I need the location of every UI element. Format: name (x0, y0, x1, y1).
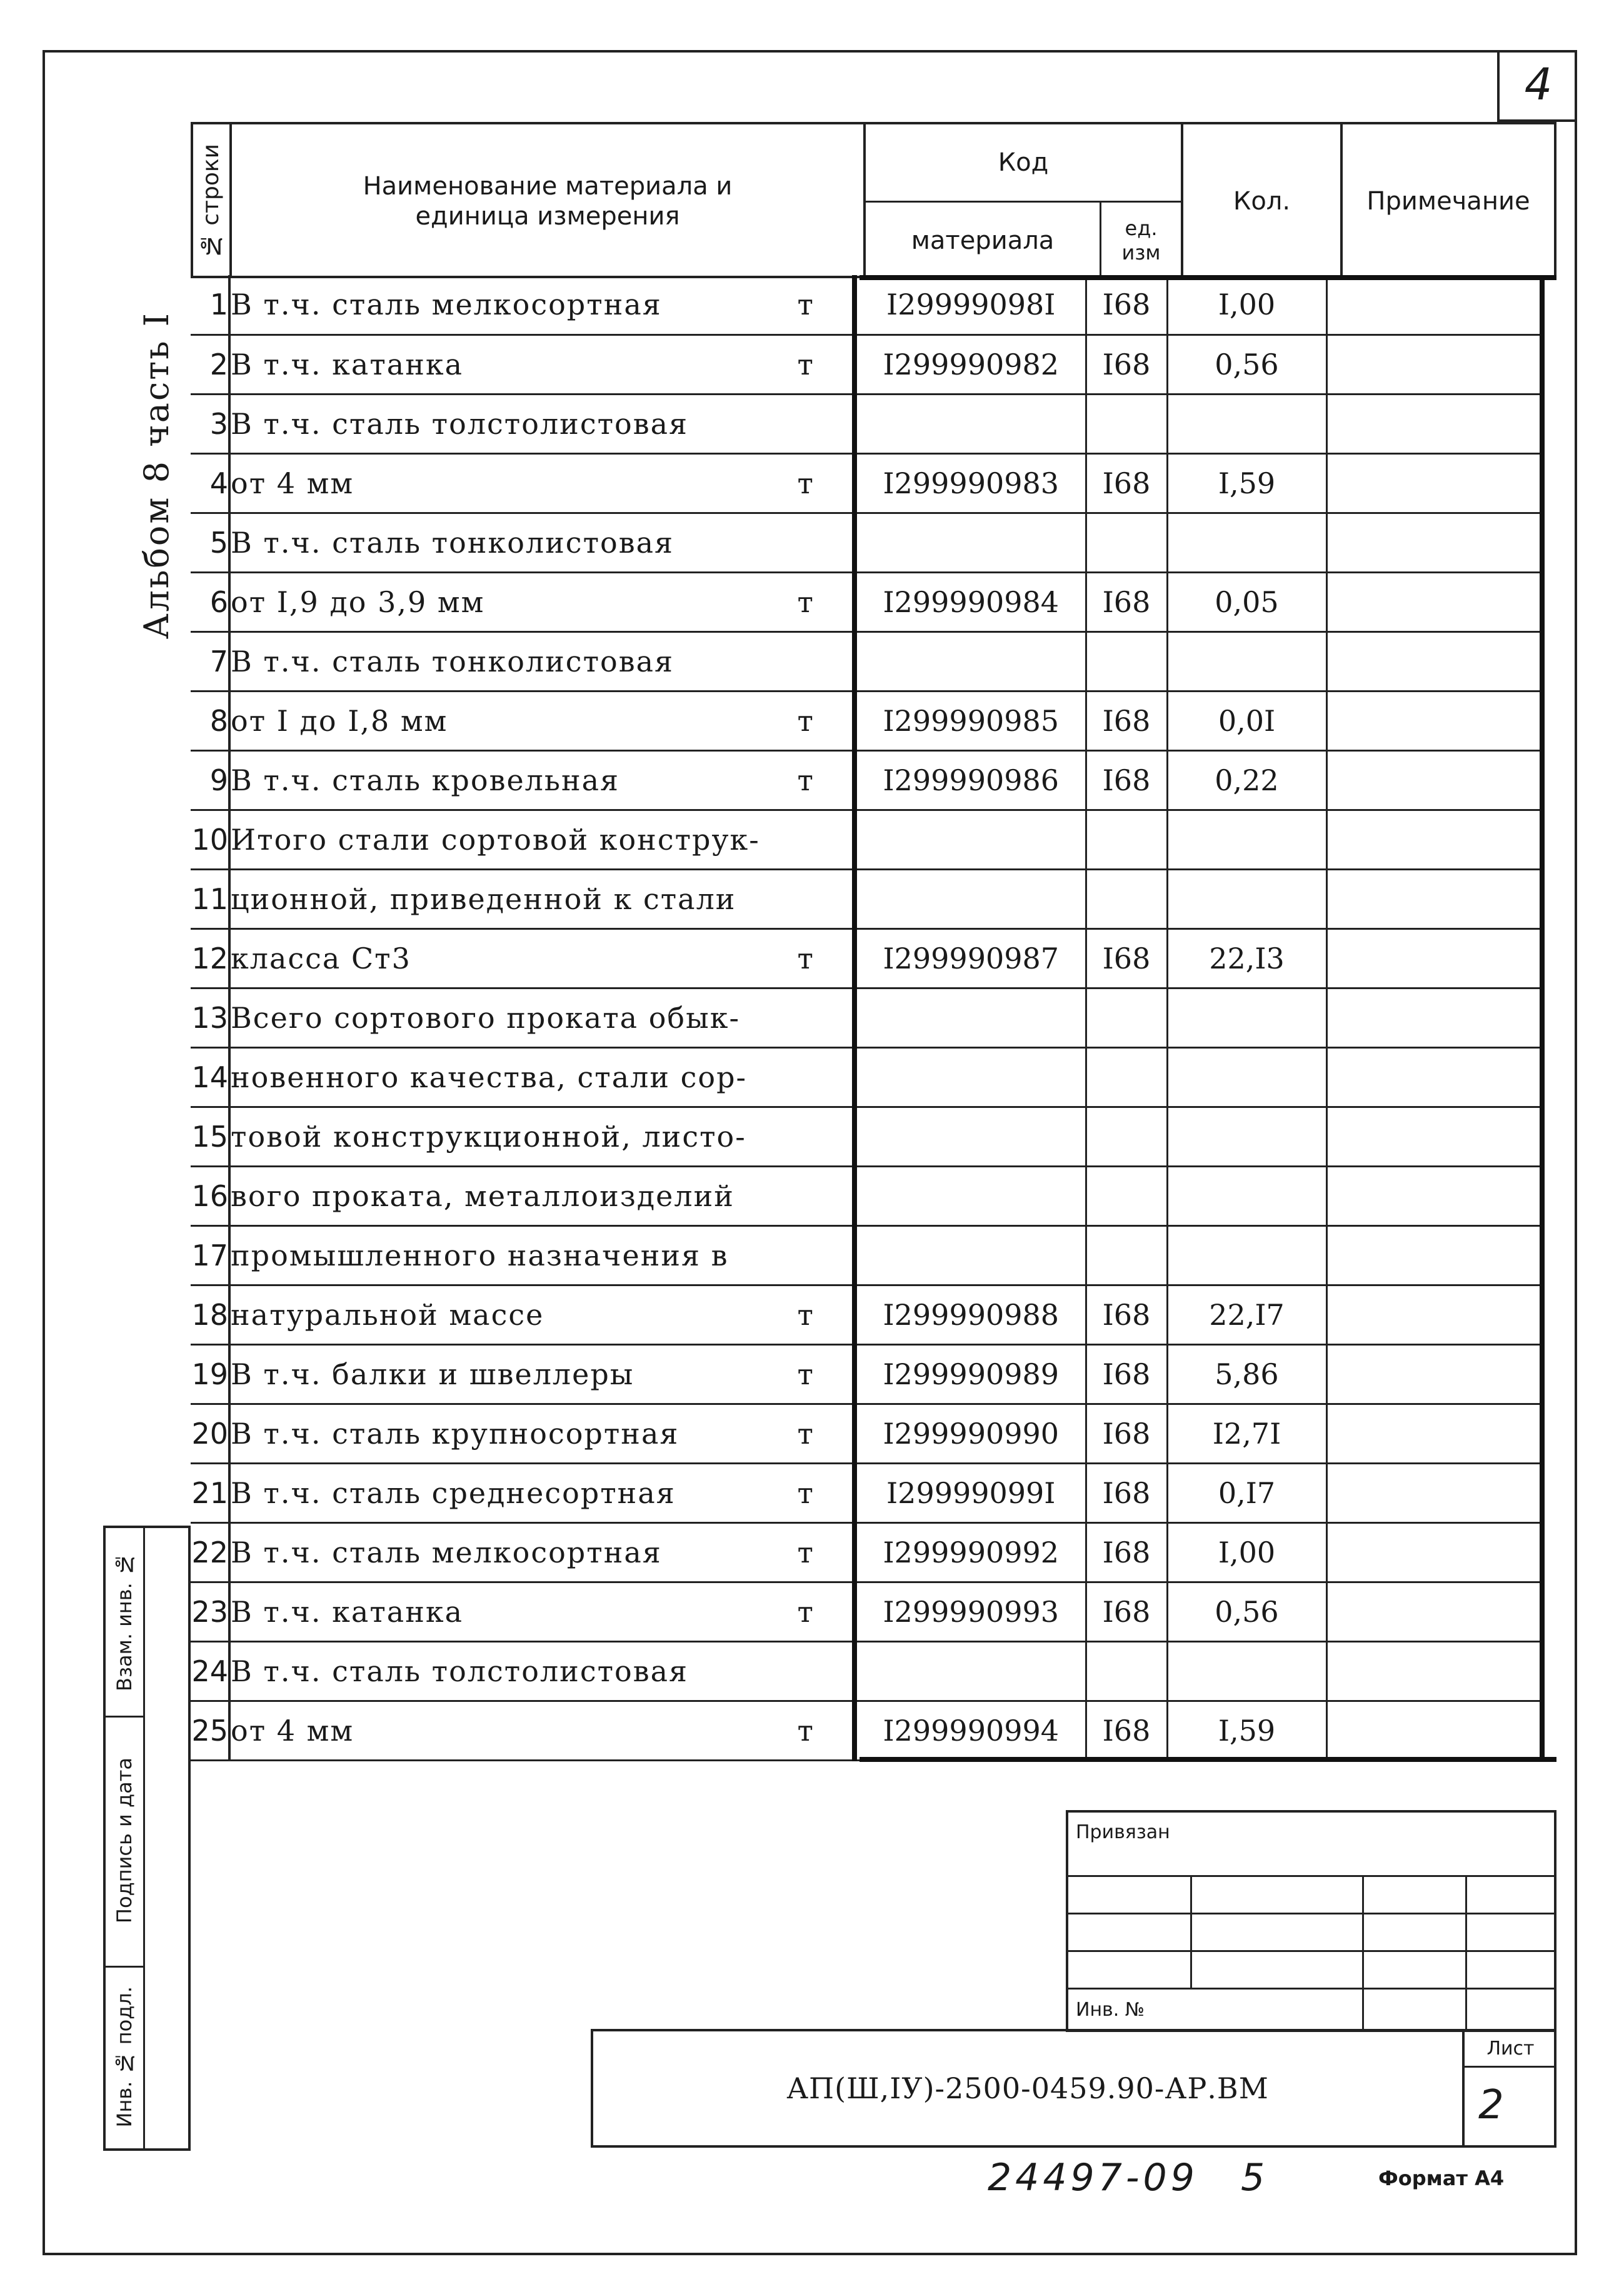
row-unit: т (797, 585, 815, 619)
row-material-name (229, 1344, 855, 1404)
row-material-name (229, 750, 855, 810)
row-material-code: I299990983 (855, 453, 1086, 513)
row-note (1326, 394, 1542, 453)
row-note (1326, 1166, 1542, 1225)
header-code-text: Код (998, 148, 1049, 177)
row-unit-code: I68 (1086, 928, 1167, 988)
row-note (1326, 1463, 1542, 1522)
row-name-text: от 4 мм (231, 1713, 354, 1748)
side-stamp-divider (143, 1528, 145, 2148)
row-name-text: Всего сортового проката обык- (231, 1000, 741, 1035)
row-material-name (229, 513, 855, 572)
row-note (1326, 275, 1542, 335)
header-unit (1100, 203, 1181, 278)
row-quantity: 0,56 (1167, 1582, 1326, 1641)
row-quantity (1167, 513, 1326, 572)
row-unit-code: I68 (1086, 572, 1167, 631)
row-quantity: 0,22 (1167, 750, 1326, 810)
row-name-text: ционной, приведенной к стали (231, 882, 736, 916)
row-name-text: В т.ч. сталь кровельная (231, 763, 620, 797)
row-unit: т (797, 703, 815, 738)
row-quantity (1167, 988, 1326, 1047)
row-number: 18 (191, 1285, 229, 1344)
row-note (1326, 631, 1542, 691)
row-note (1326, 1285, 1542, 1344)
row-note (1326, 988, 1542, 1047)
row-quantity: I2,7I (1167, 1404, 1326, 1463)
row-material-code: I299990989 (855, 1344, 1086, 1404)
row-material-name (229, 1047, 855, 1107)
row-number: 1 (191, 275, 229, 335)
row-note (1326, 869, 1542, 928)
row-material-code: I299990988 (855, 1285, 1086, 1344)
table-row (191, 1404, 1542, 1463)
row-unit-code: I68 (1086, 335, 1167, 394)
materials-table (191, 275, 1545, 1761)
table-row (191, 1285, 1542, 1344)
row-name-text: промышленного назначения в (231, 1238, 729, 1272)
row-unit-code: I68 (1086, 1522, 1167, 1582)
side-stamp (103, 1526, 191, 2151)
row-note (1326, 1225, 1542, 1285)
row-name-text: от I до I,8 мм (231, 703, 448, 738)
row-material-name (229, 988, 855, 1047)
row-material-code: I299990993 (855, 1582, 1086, 1641)
row-unit-code: I68 (1086, 691, 1167, 750)
album-label-text: Альбом 8 часть I (136, 311, 176, 640)
row-material-name (229, 1225, 855, 1285)
row-unit-code: I68 (1086, 1701, 1167, 1760)
row-unit-code (1086, 1166, 1167, 1225)
row-material-code: I299990984 (855, 572, 1086, 631)
side-stamp-podpis (106, 1716, 143, 1968)
row-material-name (229, 394, 855, 453)
side-stamp-inv (106, 1966, 143, 2148)
row-note (1326, 1404, 1542, 1463)
row-quantity (1167, 869, 1326, 928)
row-number: 17 (191, 1225, 229, 1285)
table-row (191, 1344, 1542, 1404)
row-material-name (229, 1582, 855, 1641)
row-material-name (229, 1285, 855, 1344)
header-qty-text: Кол. (1233, 187, 1291, 216)
row-name-text: новенного качества, стали сор- (231, 1060, 748, 1094)
table-row (191, 1225, 1542, 1285)
row-unit-code: I68 (1086, 1285, 1167, 1344)
doc-code-block (591, 2029, 1556, 2148)
row-note (1326, 572, 1542, 631)
row-quantity (1167, 1047, 1326, 1107)
row-quantity: I,00 (1167, 275, 1326, 335)
row-number: 7 (191, 631, 229, 691)
row-material-code (855, 1107, 1086, 1166)
table-row (191, 1641, 1542, 1701)
table-row (191, 1582, 1542, 1641)
row-material-code (855, 1047, 1086, 1107)
row-material-code (855, 1225, 1086, 1285)
row-number: 9 (191, 750, 229, 810)
row-material-name (229, 1107, 855, 1166)
row-material-name (229, 1522, 855, 1582)
podpis-label: Подпись и дата (113, 1758, 136, 1924)
row-unit-code: I68 (1086, 1404, 1167, 1463)
header-row-no-text: № строки (198, 144, 224, 259)
row-material-code: I299990992 (855, 1522, 1086, 1582)
album-label (131, 300, 181, 650)
row-unit-code (1086, 988, 1167, 1047)
row-quantity: 22,I3 (1167, 928, 1326, 988)
row-material-code: I299990987 (855, 928, 1086, 988)
row-name-text: товой конструкционной, листо- (231, 1119, 746, 1154)
table-row (191, 572, 1542, 631)
row-quantity (1167, 1225, 1326, 1285)
row-name-text: вого проката, металлоизделий (231, 1179, 734, 1213)
row-material-code: I29999098I (855, 275, 1086, 335)
row-material-code: I299990982 (855, 335, 1086, 394)
row-unit-code (1086, 394, 1167, 453)
row-unit: т (797, 287, 815, 321)
row-unit-code: I68 (1086, 275, 1167, 335)
row-number: 11 (191, 869, 229, 928)
row-material-code: I299990986 (855, 750, 1086, 810)
row-number: 19 (191, 1344, 229, 1404)
row-quantity: I,59 (1167, 453, 1326, 513)
row-unit-code (1086, 869, 1167, 928)
table-row (191, 1522, 1542, 1582)
row-material-code (855, 810, 1086, 869)
table-row (191, 453, 1542, 513)
row-number: 10 (191, 810, 229, 869)
row-material-code (855, 1166, 1086, 1225)
row-note (1326, 1344, 1542, 1404)
row-quantity (1167, 1107, 1326, 1166)
row-name-text: Итого стали сортовой конструк- (231, 822, 760, 857)
row-material-name (229, 453, 855, 513)
row-material-name (229, 691, 855, 750)
row-quantity: 22,I7 (1167, 1285, 1326, 1344)
table-row (191, 275, 1542, 335)
row-unit: т (797, 1357, 815, 1391)
table-row (191, 513, 1542, 572)
row-note (1326, 513, 1542, 572)
row-number: 14 (191, 1047, 229, 1107)
table-row (191, 1107, 1542, 1166)
row-unit: т (797, 1476, 815, 1510)
row-number: 25 (191, 1701, 229, 1760)
row-note (1326, 1107, 1542, 1166)
row-note (1326, 1701, 1542, 1760)
row-material-code (855, 631, 1086, 691)
row-number: 6 (191, 572, 229, 631)
row-number: 15 (191, 1107, 229, 1166)
table-row (191, 869, 1542, 928)
row-quantity: I,59 (1167, 1701, 1326, 1760)
row-unit-code (1086, 810, 1167, 869)
row-number: 23 (191, 1582, 229, 1641)
row-note (1326, 335, 1542, 394)
table-row (191, 928, 1542, 988)
table-row (191, 1166, 1542, 1225)
row-quantity (1167, 1641, 1326, 1701)
table-top-rule (860, 275, 1556, 280)
privyazan-col-1 (1190, 1875, 1192, 1988)
table-header (191, 122, 1556, 278)
row-unit-code (1086, 513, 1167, 572)
row-name-text: В т.ч. сталь мелкосортная (231, 287, 662, 321)
row-unit-code: I68 (1086, 453, 1167, 513)
materials-table-body (191, 275, 1542, 1760)
row-name-text: В т.ч. катанка (231, 347, 464, 381)
row-quantity (1167, 394, 1326, 453)
row-material-name (229, 928, 855, 988)
header-qty (1181, 124, 1340, 278)
privyazan-rule-4 (1068, 1988, 1554, 1990)
row-note (1326, 1582, 1542, 1641)
row-material-code: I299990990 (855, 1404, 1086, 1463)
row-quantity: 0,05 (1167, 572, 1326, 631)
row-quantity: 0,0I (1167, 691, 1326, 750)
row-note (1326, 691, 1542, 750)
header-note-text: Примечание (1366, 187, 1530, 216)
privyazan-col-3 (1465, 1875, 1467, 2030)
privyazan-rule-1 (1068, 1875, 1554, 1877)
row-note (1326, 1641, 1542, 1701)
row-name-text: В т.ч. сталь толстолистовая (231, 1654, 689, 1688)
row-quantity (1167, 810, 1326, 869)
privyazan-rule-3 (1068, 1950, 1554, 1952)
privyazan-rule-2 (1068, 1913, 1554, 1914)
row-note (1326, 1522, 1542, 1582)
row-unit-code (1086, 1047, 1167, 1107)
row-name-text: В т.ч. сталь тонколистовая (231, 644, 674, 678)
row-name-text: В т.ч. сталь среднесортная (231, 1476, 676, 1510)
header-unit-text: ед. изм (1121, 216, 1161, 264)
row-number: 20 (191, 1404, 229, 1463)
row-quantity: 0,I7 (1167, 1463, 1326, 1522)
row-quantity: I,00 (1167, 1522, 1326, 1582)
table-row (191, 1047, 1542, 1107)
row-material-code (855, 869, 1086, 928)
row-material-name (229, 572, 855, 631)
privyazan-block (1066, 1810, 1556, 2032)
row-name-text: В т.ч. балки и швеллеры (231, 1357, 634, 1391)
sheet-label: Лист (1465, 2031, 1556, 2068)
row-unit-code (1086, 631, 1167, 691)
sheet-box (1462, 2031, 1556, 2145)
page-number: 4 (1497, 50, 1577, 122)
row-material-name (229, 631, 855, 691)
row-number: 8 (191, 691, 229, 750)
row-material-code (855, 1641, 1086, 1701)
row-material-code (855, 513, 1086, 572)
header-name (232, 124, 863, 278)
row-unit-code: I68 (1086, 750, 1167, 810)
row-note (1326, 810, 1542, 869)
row-unit: т (797, 466, 815, 500)
table-row (191, 750, 1542, 810)
row-unit-code: I68 (1086, 1582, 1167, 1641)
side-stamp-vzam (106, 1528, 143, 1718)
row-number: 13 (191, 988, 229, 1047)
row-unit: т (797, 941, 815, 975)
table-row (191, 394, 1542, 453)
row-unit: т (797, 1416, 815, 1451)
table-row (191, 988, 1542, 1047)
vzam-label: Взам. инв. № (113, 1552, 136, 1691)
row-number: 2 (191, 335, 229, 394)
row-number: 24 (191, 1641, 229, 1701)
row-note (1326, 453, 1542, 513)
table-row (191, 1701, 1542, 1760)
row-unit-code: I68 (1086, 1344, 1167, 1404)
row-name-text: натуральной массе (231, 1297, 544, 1332)
table-row (191, 810, 1542, 869)
row-material-code: I29999099I (855, 1463, 1086, 1522)
row-unit: т (797, 1297, 815, 1332)
inv-podl-label: Инв. № подл. (113, 1986, 136, 2128)
privyazan-label: Привязан (1076, 1821, 1170, 1843)
sheet-number: 2 (1478, 2082, 1504, 2128)
inv-no-label: Инв. № (1076, 1999, 1145, 2021)
row-unit-code: I68 (1086, 1463, 1167, 1522)
privyazan-col-2 (1362, 1875, 1364, 2030)
row-unit: т (797, 1713, 815, 1748)
header-code (863, 124, 1181, 203)
row-note (1326, 1047, 1542, 1107)
table-row (191, 631, 1542, 691)
row-unit: т (797, 763, 815, 797)
row-material-code (855, 988, 1086, 1047)
row-quantity: 5,86 (1167, 1344, 1326, 1404)
row-material-code: I299990985 (855, 691, 1086, 750)
row-number: 4 (191, 453, 229, 513)
format-label: Формат А4 (1378, 2166, 1505, 2190)
row-number: 22 (191, 1522, 229, 1582)
doc-code: АП(Ш,IУ)-2500-0459.90-АР.ВМ (786, 2071, 1269, 2105)
row-number: 12 (191, 928, 229, 988)
row-name-text: от 4 мм (231, 466, 354, 500)
row-material-name (229, 1701, 855, 1760)
row-unit-code (1086, 1641, 1167, 1701)
row-note (1326, 928, 1542, 988)
row-material-code (855, 394, 1086, 453)
row-unit: т (797, 347, 815, 381)
row-material-code: I299990994 (855, 1701, 1086, 1760)
row-name-text: В т.ч. сталь крупносортная (231, 1416, 679, 1451)
row-name-text: В т.ч. катанка (231, 1594, 464, 1629)
table-row (191, 691, 1542, 750)
row-material-name (229, 1166, 855, 1225)
header-note (1340, 124, 1554, 278)
row-unit: т (797, 1535, 815, 1569)
row-name-text: от I,9 до 3,9 мм (231, 585, 485, 619)
row-number: 3 (191, 394, 229, 453)
row-material-name (229, 1463, 855, 1522)
row-unit: т (797, 1594, 815, 1629)
row-material-name (229, 275, 855, 335)
row-unit-code (1086, 1107, 1167, 1166)
row-unit-code (1086, 1225, 1167, 1285)
row-material-name (229, 810, 855, 869)
row-number: 16 (191, 1166, 229, 1225)
catalog-number: 24497-09 (988, 2156, 1198, 2200)
row-material-name (229, 1404, 855, 1463)
header-material (863, 203, 1100, 278)
table-bottom-rule (860, 1757, 1556, 1762)
header-name-text: Наименование материала и единица измерения (363, 172, 733, 231)
row-quantity (1167, 631, 1326, 691)
row-material-name (229, 869, 855, 928)
row-material-name (229, 1641, 855, 1701)
row-quantity: 0,56 (1167, 335, 1326, 394)
row-note (1326, 750, 1542, 810)
row-name-text: В т.ч. сталь тонколистовая (231, 525, 674, 560)
row-name-text: В т.ч. сталь толстолистовая (231, 406, 689, 441)
footer-page: 5 (1241, 2156, 1265, 2200)
header-material-text: материала (911, 226, 1055, 255)
row-name-text: В т.ч. сталь мелкосортная (231, 1535, 662, 1569)
row-number: 21 (191, 1463, 229, 1522)
table-row (191, 1463, 1542, 1522)
table-row (191, 335, 1542, 394)
row-quantity (1167, 1166, 1326, 1225)
row-name-text: класса Ст3 (231, 941, 411, 975)
row-material-name (229, 335, 855, 394)
header-row-no (193, 124, 232, 278)
row-number: 5 (191, 513, 229, 572)
